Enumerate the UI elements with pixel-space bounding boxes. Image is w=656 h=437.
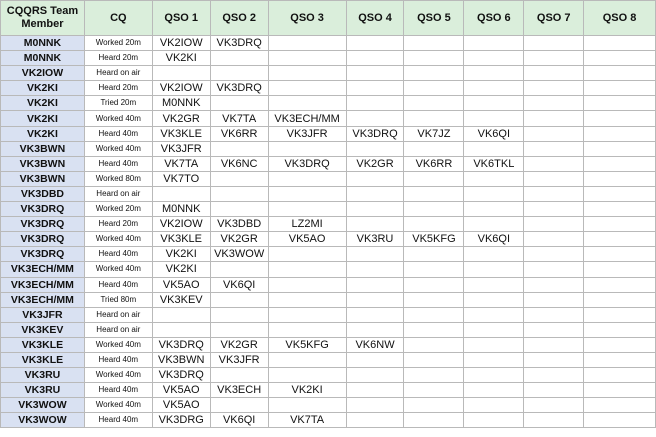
qso-cell: [404, 368, 464, 383]
member-cell: VK3KLE: [1, 337, 85, 352]
table-row: [1, 398, 656, 413]
qso-cell: [346, 398, 404, 413]
qso-cell: [524, 383, 584, 398]
qso-cell: VK3DRQ: [210, 81, 268, 96]
cq-cell: Worked 40m: [84, 337, 152, 352]
qso-cell: [584, 186, 656, 201]
qso-cell: [584, 66, 656, 81]
qso-cell: VK3JFR: [210, 352, 268, 367]
qso-cell: [464, 111, 524, 126]
cq-cell: Heard on air: [84, 322, 152, 337]
qso-cell: [404, 66, 464, 81]
qso-cell: M0NNK: [152, 96, 210, 111]
qso-cell: [346, 36, 404, 51]
qso-cell: VK3KLE: [152, 126, 210, 141]
qso-cell: [584, 262, 656, 277]
qso-cell: [404, 398, 464, 413]
qso-cell: VK3BWN: [152, 352, 210, 367]
qso-cell: [346, 307, 404, 322]
qso-cell: [584, 156, 656, 171]
qso-cell: [584, 307, 656, 322]
qso-cell: [210, 322, 268, 337]
qso-cell: [584, 383, 656, 398]
cq-cell: Heard 40m: [84, 156, 152, 171]
qso-cell: [524, 96, 584, 111]
qso-cell: VK6TKL: [464, 156, 524, 171]
qso-cell: [268, 171, 346, 186]
qso-cell: [346, 383, 404, 398]
member-cell: VK3KLE: [1, 352, 85, 367]
member-cell: VK3WOW: [1, 398, 85, 413]
table-row: [1, 337, 656, 352]
qso-cell: VK3DRQ: [346, 126, 404, 141]
qso-cell: [404, 352, 464, 367]
cq-cell: Heard 20m: [84, 51, 152, 66]
qso-cell: [346, 141, 404, 156]
qso-cell: [584, 217, 656, 232]
member-cell: VK3ECH/MM: [1, 292, 85, 307]
qso-cell: VK3DBD: [210, 217, 268, 232]
qso-cell: [524, 368, 584, 383]
qso-cell: [464, 217, 524, 232]
qso-cell: [268, 352, 346, 367]
cq-cell: Worked 20m: [84, 36, 152, 51]
qso-cell: [584, 413, 656, 428]
member-cell: VK3DBD: [1, 186, 85, 201]
qso-cell: [524, 156, 584, 171]
member-cell: VK3RU: [1, 368, 85, 383]
qso-cell: [346, 292, 404, 307]
table-row: [1, 126, 656, 141]
qso-cell: [464, 51, 524, 66]
member-cell: VK2KI: [1, 126, 85, 141]
qso-cell: [464, 66, 524, 81]
qso-cell: [464, 247, 524, 262]
qso-cell: [404, 171, 464, 186]
qso-cell: VK6QI: [464, 232, 524, 247]
qso-cell: [404, 413, 464, 428]
qso-cell: [346, 247, 404, 262]
table-row: [1, 352, 656, 367]
qso-cell: VK6NW: [346, 337, 404, 352]
column-header-7: QSO 6: [464, 1, 524, 36]
qso-cell: VK2KI: [152, 247, 210, 262]
qso-cell: [210, 141, 268, 156]
qso-cell: [210, 171, 268, 186]
qso-cell: [464, 277, 524, 292]
member-cell: VK3WOW: [1, 413, 85, 428]
qso-cell: [268, 398, 346, 413]
cq-cell: Heard on air: [84, 307, 152, 322]
qso-cell: [404, 186, 464, 201]
qso-cell: VK3DRQ: [152, 337, 210, 352]
qso-cell: VK7TO: [152, 171, 210, 186]
qso-cell: [524, 247, 584, 262]
qso-cell: [152, 66, 210, 81]
qso-cell: [524, 217, 584, 232]
qso-cell: [524, 307, 584, 322]
qso-cell: [464, 262, 524, 277]
qso-cell: [268, 202, 346, 217]
qso-cell: [524, 51, 584, 66]
qso-cell: [524, 277, 584, 292]
member-cell: VK3JFR: [1, 307, 85, 322]
qso-cell: VK5AO: [152, 277, 210, 292]
qso-cell: VK7TA: [268, 413, 346, 428]
qso-cell: [404, 111, 464, 126]
qso-cell: [584, 126, 656, 141]
table-row: [1, 247, 656, 262]
table-row: [1, 36, 656, 51]
qso-cell: [584, 352, 656, 367]
qso-cell: [584, 81, 656, 96]
qso-cell: [584, 36, 656, 51]
qso-cell: [584, 232, 656, 247]
qso-cell: [268, 186, 346, 201]
qso-cell: [210, 186, 268, 201]
qso-cell: [524, 186, 584, 201]
qso-cell: VK2IOW: [152, 217, 210, 232]
qso-cell: [346, 202, 404, 217]
qso-cell: [584, 368, 656, 383]
qso-cell: [268, 36, 346, 51]
table-row: [1, 171, 656, 186]
qso-cell: [404, 81, 464, 96]
qso-cell: [404, 217, 464, 232]
member-cell: M0NNK: [1, 36, 85, 51]
table-row: [1, 66, 656, 81]
member-cell: VK3DRQ: [1, 217, 85, 232]
qso-cell: VK6QI: [464, 126, 524, 141]
qso-cell: VK6RR: [404, 156, 464, 171]
cq-cell: Heard 40m: [84, 277, 152, 292]
member-cell: VK3BWN: [1, 171, 85, 186]
qso-cell: [524, 126, 584, 141]
qso-cell: [210, 368, 268, 383]
qso-cell: VK7TA: [152, 156, 210, 171]
qso-cell: [584, 322, 656, 337]
qso-cell: [584, 141, 656, 156]
qso-cell: VK3KEV: [152, 292, 210, 307]
qso-cell: VK5AO: [152, 383, 210, 398]
qso-cell: [404, 337, 464, 352]
qso-cell: VK7TA: [210, 111, 268, 126]
qso-cell: [464, 81, 524, 96]
cq-cell: Heard 40m: [84, 413, 152, 428]
qso-cell: [524, 413, 584, 428]
qso-cell: [346, 217, 404, 232]
table-body: [1, 36, 656, 428]
column-header-0: CQQRS Team Member: [1, 1, 85, 36]
qso-cell: [464, 307, 524, 322]
cq-cell: Heard 40m: [84, 352, 152, 367]
member-cell: VK3ECH/MM: [1, 262, 85, 277]
qso-cell: VK2GR: [152, 111, 210, 126]
qso-cell: [524, 292, 584, 307]
qso-cell: [346, 186, 404, 201]
qso-cell: VK7JZ: [404, 126, 464, 141]
qso-cell: [524, 111, 584, 126]
member-cell: VK2KI: [1, 96, 85, 111]
qso-cell: [346, 352, 404, 367]
qso-cell: [346, 368, 404, 383]
qso-cell: [464, 352, 524, 367]
qso-cell: [524, 232, 584, 247]
qso-cell: [464, 202, 524, 217]
qso-cell: VK3RU: [346, 232, 404, 247]
cq-cell: Heard 20m: [84, 217, 152, 232]
qso-cell: [404, 141, 464, 156]
qso-cell: [524, 81, 584, 96]
qso-cell: [268, 51, 346, 66]
member-cell: VK3DRQ: [1, 202, 85, 217]
qso-cell: [524, 171, 584, 186]
cq-cell: Heard 20m: [84, 81, 152, 96]
header-row: [1, 1, 656, 36]
qso-cell: [464, 96, 524, 111]
column-header-4: QSO 3: [268, 1, 346, 36]
member-cell: VK3KEV: [1, 322, 85, 337]
qso-cell: [268, 277, 346, 292]
cq-cell: Worked 40m: [84, 368, 152, 383]
qso-cell: [404, 292, 464, 307]
column-header-5: QSO 4: [346, 1, 404, 36]
cq-cell: Tried 20m: [84, 96, 152, 111]
qso-cell: [464, 383, 524, 398]
qso-cell: [524, 322, 584, 337]
qso-cell: VK3DRG: [152, 413, 210, 428]
member-cell: VK3ECH/MM: [1, 277, 85, 292]
cq-cell: Heard 40m: [84, 383, 152, 398]
qso-cell: VK2GR: [210, 232, 268, 247]
table-row: [1, 262, 656, 277]
qso-cell: [464, 36, 524, 51]
column-header-3: QSO 2: [210, 1, 268, 36]
qso-cell: [524, 262, 584, 277]
qso-cell: [464, 398, 524, 413]
qso-cell: [404, 277, 464, 292]
member-cell: VK2IOW: [1, 66, 85, 81]
member-cell: VK3DRQ: [1, 247, 85, 262]
qso-cell: [346, 51, 404, 66]
qso-cell: VK2IOW: [152, 81, 210, 96]
qso-cell: VK2GR: [346, 156, 404, 171]
qso-cell: VK3WOW: [210, 247, 268, 262]
cq-cell: Worked 40m: [84, 232, 152, 247]
qso-cell: [210, 307, 268, 322]
qso-cell: [346, 96, 404, 111]
table-row: [1, 156, 656, 171]
qso-cell: [210, 262, 268, 277]
qso-cell: [268, 247, 346, 262]
cq-cell: Heard on air: [84, 186, 152, 201]
table-row: [1, 232, 656, 247]
qso-cell: [584, 398, 656, 413]
qso-cell: VK6RR: [210, 126, 268, 141]
qso-cell: [464, 337, 524, 352]
qso-cell: [210, 398, 268, 413]
qso-cell: [268, 307, 346, 322]
qso-cell: [464, 186, 524, 201]
table-row: [1, 292, 656, 307]
qso-cell: VK6QI: [210, 277, 268, 292]
qso-cell: [152, 322, 210, 337]
qso-cell: [268, 66, 346, 81]
column-header-1: CQ: [84, 1, 152, 36]
member-cell: VK2KI: [1, 111, 85, 126]
qso-cell: [524, 36, 584, 51]
qso-cell: VK2KI: [152, 51, 210, 66]
qso-cell: [346, 171, 404, 186]
table-row: [1, 277, 656, 292]
cq-cell: Worked 40m: [84, 262, 152, 277]
qso-cell: [584, 277, 656, 292]
qso-cell: [584, 247, 656, 262]
qso-cell: [404, 262, 464, 277]
table-row: [1, 96, 656, 111]
qso-cell: [524, 398, 584, 413]
column-header-9: QSO 8: [584, 1, 656, 36]
qso-cell: [404, 383, 464, 398]
qso-cell: [268, 96, 346, 111]
qso-cell: [210, 96, 268, 111]
column-header-6: QSO 5: [404, 1, 464, 36]
qso-cell: [210, 292, 268, 307]
table-row: [1, 307, 656, 322]
qso-cell: M0NNK: [152, 202, 210, 217]
qso-cell: [268, 368, 346, 383]
qso-cell: [524, 141, 584, 156]
table-row: [1, 322, 656, 337]
qso-cell: [524, 352, 584, 367]
cq-cell: Worked 40m: [84, 111, 152, 126]
table-row: [1, 202, 656, 217]
member-cell: VK3BWN: [1, 156, 85, 171]
qso-cell: [584, 202, 656, 217]
qso-cell: [524, 337, 584, 352]
qso-cell: [584, 111, 656, 126]
qso-cell: VK3ECH: [210, 383, 268, 398]
column-header-8: QSO 7: [524, 1, 584, 36]
cq-cell: Tried 80m: [84, 292, 152, 307]
qso-cell: VK3ECH/MM: [268, 111, 346, 126]
qso-cell: [346, 81, 404, 96]
qso-cell: [404, 36, 464, 51]
qso-cell: [268, 292, 346, 307]
table-row: [1, 217, 656, 232]
cq-cell: Heard on air: [84, 66, 152, 81]
table-row: [1, 413, 656, 428]
qso-cell: VK3DRQ: [152, 368, 210, 383]
qso-cell: [404, 307, 464, 322]
qso-cell: VK2GR: [210, 337, 268, 352]
qso-cell: [210, 202, 268, 217]
qso-cell: [152, 186, 210, 201]
qso-cell: [584, 292, 656, 307]
qso-cell: [210, 51, 268, 66]
qso-cell: VK6NC: [210, 156, 268, 171]
column-header-2: QSO 1: [152, 1, 210, 36]
qso-cell: [404, 96, 464, 111]
cq-cell: Worked 80m: [84, 171, 152, 186]
qso-cell: [584, 51, 656, 66]
qso-cell: [268, 322, 346, 337]
qso-cell: [524, 202, 584, 217]
qso-cell: [404, 322, 464, 337]
cq-cell: Worked 40m: [84, 398, 152, 413]
qso-cell: [404, 51, 464, 66]
table-row: [1, 81, 656, 96]
member-cell: M0NNK: [1, 51, 85, 66]
qso-cell: VK2IOW: [152, 36, 210, 51]
qso-cell: VK2KI: [152, 262, 210, 277]
qso-cell: [464, 322, 524, 337]
qso-cell: VK6QI: [210, 413, 268, 428]
qso-cell: [404, 247, 464, 262]
qso-cell: [152, 307, 210, 322]
qso-cell: [464, 368, 524, 383]
table-row: [1, 111, 656, 126]
qso-cell: LZ2MI: [268, 217, 346, 232]
qso-cell: [584, 171, 656, 186]
qso-cell: VK5AO: [268, 232, 346, 247]
cq-cell: Heard 40m: [84, 247, 152, 262]
table-row: [1, 383, 656, 398]
qso-cell: VK3JFR: [268, 126, 346, 141]
cq-cell: Worked 40m: [84, 141, 152, 156]
qso-cell: [210, 66, 268, 81]
qso-cell: [584, 96, 656, 111]
qso-cell: [404, 202, 464, 217]
table-row: [1, 51, 656, 66]
qso-cell: [268, 81, 346, 96]
qso-cell: [464, 292, 524, 307]
qso-cell: VK5KFG: [268, 337, 346, 352]
qso-cell: VK3JFR: [152, 141, 210, 156]
member-cell: VK3DRQ: [1, 232, 85, 247]
qso-cell: [524, 66, 584, 81]
cq-cell: Worked 20m: [84, 202, 152, 217]
member-cell: VK3RU: [1, 383, 85, 398]
qso-cell: [464, 171, 524, 186]
cq-cell: Heard 40m: [84, 126, 152, 141]
qso-cell: VK3DRQ: [268, 156, 346, 171]
table-row: [1, 141, 656, 156]
table-row: [1, 186, 656, 201]
qso-cell: [346, 277, 404, 292]
qso-cell: [464, 141, 524, 156]
qso-cell: [268, 141, 346, 156]
member-cell: VK2KI: [1, 81, 85, 96]
member-cell: VK3BWN: [1, 141, 85, 156]
qso-cell: [346, 66, 404, 81]
qso-cell: VK3DRQ: [210, 36, 268, 51]
qso-cell: VK3KLE: [152, 232, 210, 247]
qso-cell: VK5AO: [152, 398, 210, 413]
qso-cell: [346, 262, 404, 277]
qso-cell: [346, 111, 404, 126]
qso-cell: [346, 322, 404, 337]
qso-cell: VK2KI: [268, 383, 346, 398]
qso-cell: [584, 337, 656, 352]
qso-cell: [464, 413, 524, 428]
qso-cell: [268, 262, 346, 277]
qso-cell: VK5KFG: [404, 232, 464, 247]
table-row: [1, 368, 656, 383]
qso-cell: [346, 413, 404, 428]
